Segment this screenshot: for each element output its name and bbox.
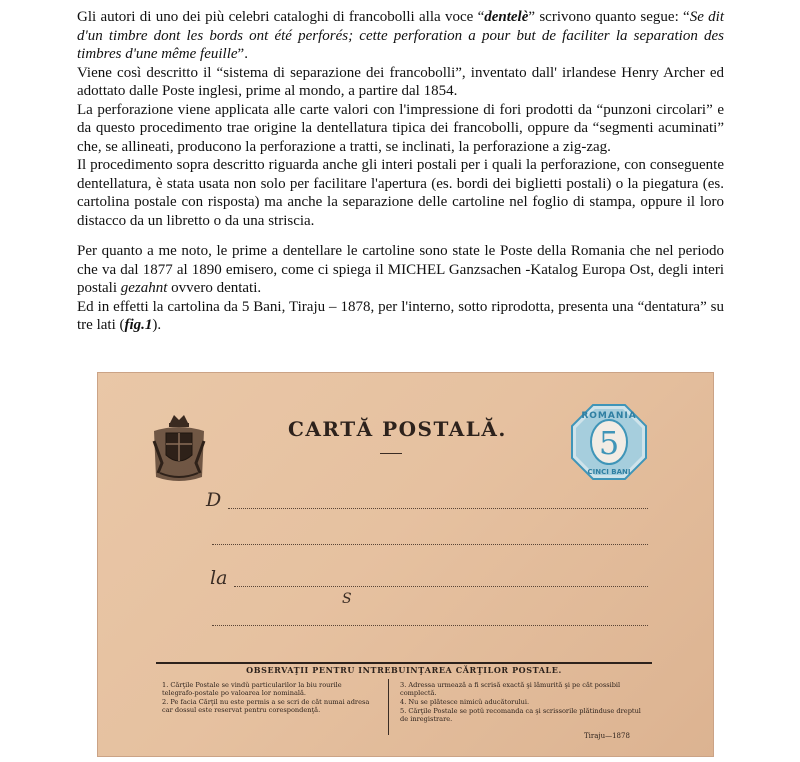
address-label-d: D <box>206 489 222 511</box>
note-3: 3. Adressa urmează a fi scrisă exactă şi lămurită şi pe căt possibil complectă. <box>400 681 621 697</box>
stamp-5-bani <box>570 403 648 481</box>
p1-text-b: ” scrivono quanto segue: “ <box>528 9 690 25</box>
p6-text-a: Ed in effetti la cartolina da 5 Bani, Tiraju – 1878, per l'interno, sotto riprodotta, presenta una “dentatura” su tre lati ( <box>77 298 724 333</box>
p1-text-c: ”. <box>237 46 248 62</box>
paragraph-3: La perforazione viene applicata alle carte valori con l'impressione di fori prodotti da “punzoni circolari” e da questo procedimento trae origine la dentellatura tipica dei francobolli, oppure da “segmenti acuminati” che, se allineati, producono la perforazione a tratti, se inclinati, la perforazione a zig-zag. <box>77 101 724 155</box>
address-line-1 <box>228 508 648 509</box>
address-line-4 <box>212 625 648 626</box>
perforation-left <box>92 373 102 756</box>
notes-left <box>162 681 376 715</box>
observations-rule <box>156 662 652 664</box>
observations-title: OBSERVAŢII PENTRU INTREBUINŢAREA CĂRŢILOR POSTALE. <box>246 665 562 675</box>
stamp-denomination: CINCI BANI <box>587 468 631 476</box>
address-label-la: la <box>210 567 228 589</box>
note-5: 5. Cărţile Postale se potŭ recomanda ca şi scrissorile plătinduse dreptul de inregistrare. <box>400 707 641 723</box>
coat-of-arms-icon <box>148 411 210 483</box>
print-run-label: Tiraju—1878 <box>584 732 630 740</box>
notes-divider <box>388 679 389 735</box>
stamp-country: ROMANIA <box>581 411 637 421</box>
paragraph-2: Viene così descritto il “sistema di separazione dei francobolli”, inventato dall' irlandese Henry Archer ed adottato dalle Poste inglesi, prime al mondo, a partire dal 1854. <box>77 64 724 99</box>
address-label-s: S <box>342 591 352 607</box>
postcard-image <box>98 373 713 756</box>
figure-reference: fig.1 <box>124 317 153 333</box>
notes-right <box>400 681 650 724</box>
perforation-top <box>98 367 713 377</box>
note-1: 1. Cărţile Postale se vindŭ particularilor la biu rourile telegrafo-postale po valoarea lor nominală. <box>162 681 342 697</box>
p1-quote: Se dit d'un timbre dont les bords ont été perforés; cette perforation a pour but de faciliter la separation des timbres d'une même feuille <box>77 9 724 62</box>
perforation-right <box>709 373 719 756</box>
paragraph-5 <box>77 242 724 298</box>
p1-text-a: Gli autori di uno dei più celebri cataloghi di francobolli alla voce “ <box>77 9 485 25</box>
article-text <box>77 8 724 335</box>
address-line-3 <box>234 586 648 587</box>
p1-term: dentelè <box>484 9 529 25</box>
title-rule <box>380 453 402 454</box>
postcard-title: CARTĂ POSTALĂ. <box>288 417 507 441</box>
paragraph-4: Il procedimento sopra descritto riguarda anche gli interi postali per i quali la perforazione, con conseguente dentellatura, è stata usata non solo per facilitare l'apertura (es. bordi dei biglietti postali) o la piegatura (es. cartolina postale con risposta) ma anche la separazione delle cartoline nel foglio di stampa, oppure il loro distacco da un libretto o da una striscia. <box>77 157 724 229</box>
paragraph-6 <box>77 298 724 335</box>
note-4: 4. Nu se plătesce nimicŭ aducătorului. <box>400 698 530 706</box>
p5-term: gezahnt <box>120 280 168 296</box>
stamp-value: 5 <box>598 424 620 462</box>
p5-text-a: Per quanto a me noto, le prime a dentellare le cartoline sono state le Poste della Romania che nel periodo che va dal 1877 al 1890 emisero, come ci spiega il MICHEL Ganzsachen -Katalog Europa Ost, degli interi postali <box>77 243 724 296</box>
paragraph-1 <box>77 8 724 64</box>
p5-text-b: ovvero dentati. <box>167 280 262 296</box>
note-2: 2. Pe facia Cărţil nu este permis a se scri de căt numai adresa car dossul este reservat pentru corespondenţă. <box>162 698 370 714</box>
p6-text-b: ). <box>152 317 162 333</box>
address-line-2 <box>212 544 648 545</box>
